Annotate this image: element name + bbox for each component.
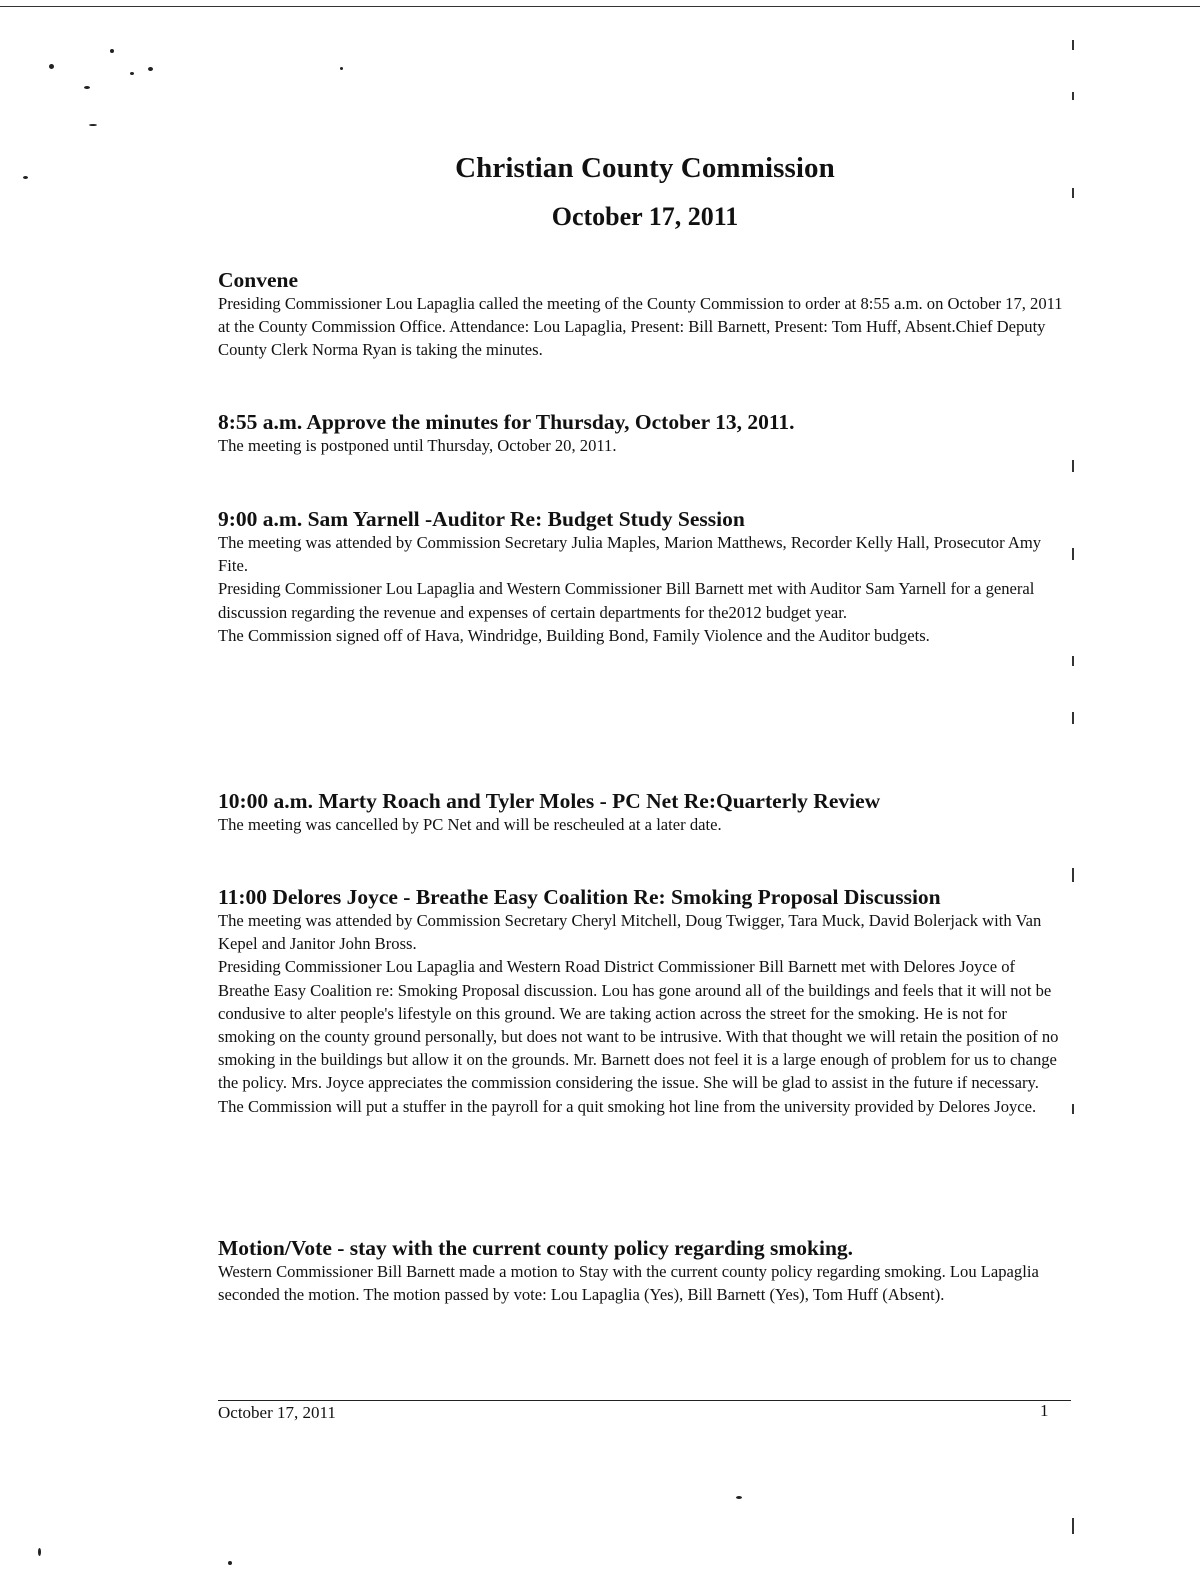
footer-date: October 17, 2011 <box>218 1403 336 1422</box>
scan-speck <box>340 67 343 70</box>
scan-edge-mark <box>1072 656 1074 666</box>
document-title: Christian County Commission <box>455 152 835 184</box>
scan-speck <box>736 1496 742 1499</box>
footer-divider <box>218 1400 1071 1401</box>
scan-edge-line <box>0 6 1200 7</box>
scan-edge-mark <box>1072 1518 1074 1534</box>
scan-speck <box>148 67 153 71</box>
section-paragraph: Presiding Commissioner Lou Lapaglia and Western Commissioner Bill Barnett met with Auditor Sam Yarnell for a general discussion regarding the revenue and expenses of certain departments for the2012 budget year. <box>218 579 1035 622</box>
scan-speck <box>110 49 114 53</box>
section-quarterly-review <box>218 789 1068 836</box>
section-paragraph: The meeting is postponed until Thursday, October 20, 2011. <box>218 436 617 455</box>
section-heading: 10:00 a.m. Marty Roach and Tyler Moles - PC Net Re:Quarterly Review <box>218 789 881 813</box>
section-motion-vote <box>218 1236 1068 1306</box>
section-heading: 11:00 Delores Joyce - Breathe Easy Coalition Re: Smoking Proposal Discussion <box>218 885 941 909</box>
section-paragraph: The Commission signed off of Hava, Windridge, Building Bond, Family Violence and the Auditor budgets. <box>218 625 930 645</box>
scan-speck <box>38 1548 41 1556</box>
section-budget-study <box>218 507 1068 647</box>
minutes-body <box>218 268 1068 1305</box>
section-approve-minutes <box>218 410 1068 457</box>
scan-edge-mark <box>1072 712 1074 724</box>
page-number: 1 <box>1040 1401 1049 1420</box>
section-paragraph: The meeting was attended by Commission Secretary Cheryl Mitchell, Doug Twigger, Tara Muck, David Bolerjack with Van Kepel and Janitor John Bross. <box>218 911 1042 954</box>
document-date: October 17, 2011 <box>551 202 739 231</box>
section-heading: Motion/Vote - stay with the current county policy regarding smoking. <box>218 1236 854 1260</box>
section-paragraph: The meeting was cancelled by PC Net and will be rescheuled at a later date. <box>218 815 722 834</box>
scan-edge-mark <box>1072 188 1074 198</box>
scan-edge-mark <box>1072 548 1074 560</box>
section-heading: 9:00 a.m. Sam Yarnell -Auditor Re: Budget Study Session <box>218 507 745 531</box>
scan-edge-mark <box>1072 460 1074 472</box>
scan-edge-mark <box>1072 868 1074 882</box>
section-paragraph: The meeting was attended by Commission Secretary Julia Maples, Marion Matthews, Recorder Kelly Hall, Prosecutor Amy Fite. <box>218 533 1042 576</box>
section-convene <box>218 268 1068 362</box>
section-heading: Convene <box>218 268 299 292</box>
scan-speck <box>49 64 54 69</box>
section-paragraph: Presiding Commissioner Lou Lapaglia called the meeting of the County Commission to order at 8:55 a.m. on October 17, 2011 at the County Commission Office. Attendance: Lou Lapaglia, Present: Bill Barnett, Present: Tom Huff, Absent.Chief Deputy County Clerk Norma Ryan is taking the minutes. <box>218 294 1063 360</box>
section-heading: 8:55 a.m. Approve the minutes for Thursday, October 13, 2011. <box>218 410 795 434</box>
scan-speck <box>84 86 90 89</box>
section-paragraph: Western Commissioner Bill Barnett made a motion to Stay with the current county policy regarding smoking. Lou Lapaglia seconded the motion. The motion passed by vote: Lou Lapaglia (Yes), Bill Barnett (Yes), Tom Huff (Absent). <box>218 1262 1039 1305</box>
scan-speck <box>130 72 134 75</box>
section-smoking-proposal <box>218 885 1068 1118</box>
section-paragraph: Presiding Commissioner Lou Lapaglia and Western Road District Commissioner Bill Barnett met with Delores Joyce of Breathe Easy Coalition re: Smoking Proposal discussion. Lou has gone around all of the buildings and feels that it will not be condusive to alter people's lifestyle on this ground. We are taking action across the street for the smoking. He is not for smoking on the county ground personally, but does not want to be intrusive. With that thought we will retain the position of no smoking in the buildings but allow it on the grounds. Mr. Barnett does not feel it is a large enough of problem for us to change the policy. Mrs. Joyce appreciates the commission considering the issue. She will be glad to assist in the future if necessary. The Commission will put a stuffer in the payroll for a quit smoking hot line from the university provided by Delores Joyce. <box>218 957 1059 1116</box>
scan-edge-mark <box>1072 40 1074 50</box>
scan-edge-mark <box>1072 92 1074 100</box>
scan-edge-mark <box>1072 1104 1074 1114</box>
scan-speck <box>89 124 97 126</box>
scan-speck <box>228 1561 232 1565</box>
